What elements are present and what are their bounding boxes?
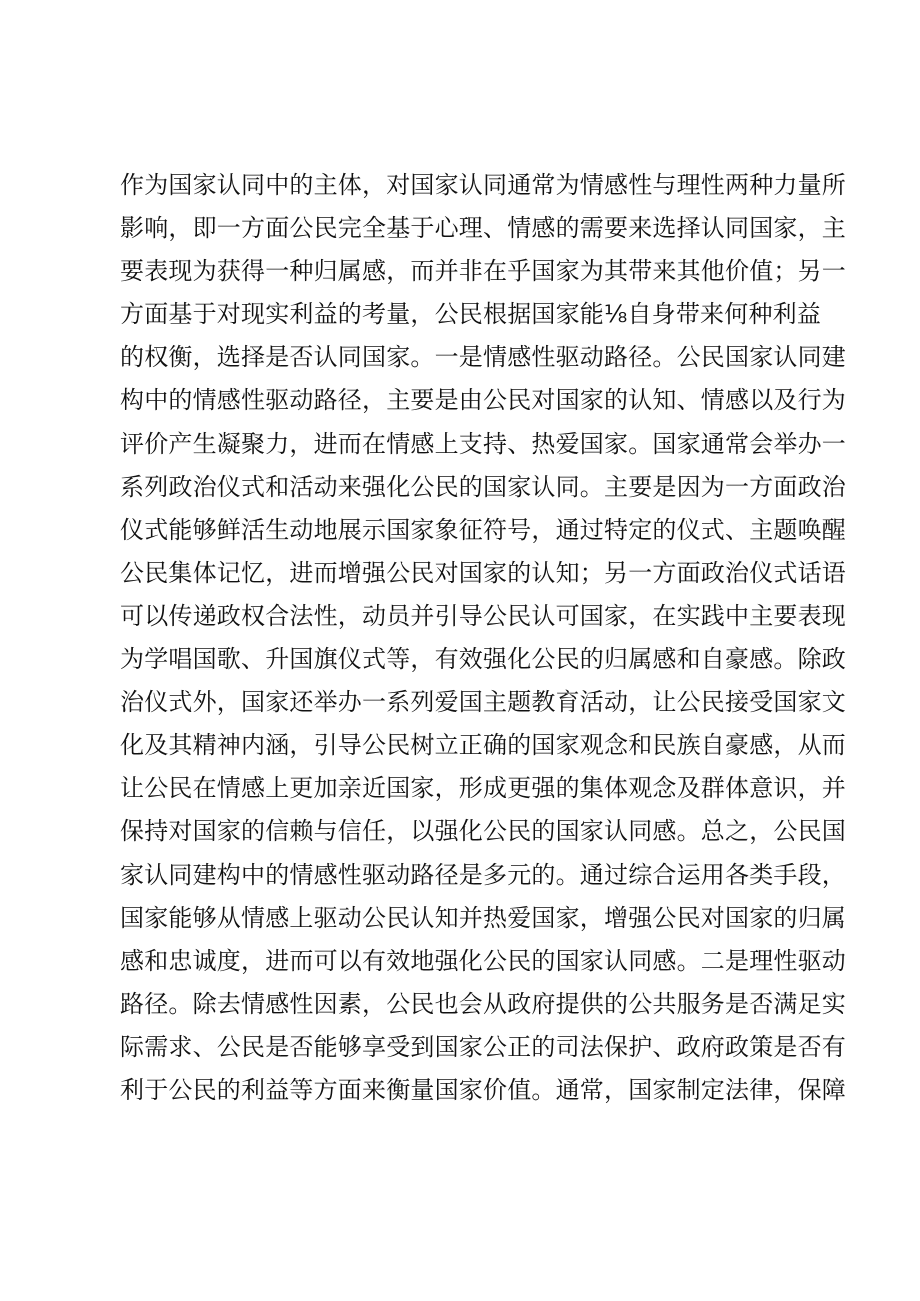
text-line: 为学唱国歌、升国旗仪式等，有效强化公民的归属感和自豪感。除政 (120, 645, 846, 674)
text-line: 方面基于对现实利益的考量，公民根据国家能⅛自身带来何种利益 (120, 300, 822, 329)
text-line: 系列政治仪式和活动来强化公民的国家认同。主要是因为一方面政治 (120, 472, 846, 501)
text-line: 际需求、公民是否能够享受到国家公正的司法保护、政府政策是否有 (120, 1032, 846, 1061)
text-line: 治仪式外，国家还举办一系列爱国主题教育活动，让公民接受国家文 (120, 688, 846, 717)
text-line: 保持对国家的信赖与信任，以强化公民的国家认同感。总之，公民国 (120, 817, 846, 846)
text-line: 评价产生凝聚力，进而在情感上支持、热爱国家。国家通常会举办一 (120, 429, 846, 458)
text-line: 影响，即一方面公民完全基于心理、情感的需要来选择认同国家，主 (120, 214, 846, 243)
text-line: 路径。除去情感性因素，公民也会从政府提供的公共服务是否满足实 (120, 989, 846, 1018)
text-line: 的权衡，选择是否认同国家。一是情感性驱动路径。公民国家认同建 (120, 343, 846, 372)
text-line: 利于公民的利益等方面来衡量国家价值。通常，国家制定法律，保障 (120, 1075, 846, 1104)
text-line: 国家能够从情感上驱动公民认知并热爱国家，增强公民对国家的归属 (120, 903, 846, 932)
text-line: 可以传递政权合法性，动员并引导公民认可国家，在实践中主要表现 (120, 601, 846, 630)
text-line: 仪式能够鲜活生动地展示国家象征符号，通过特定的仪式、主题唤醒 (120, 515, 846, 544)
text-line: 家认同建构中的情感性驱动路径是多元的。通过综合运用各类手段， (120, 860, 846, 889)
body-paragraph (120, 164, 846, 1112)
text-line: 构中的情感性驱动路径，主要是由公民对国家的认知、情感以及行为 (120, 386, 846, 415)
text-line: 公民集体记忆，进而增强公民对国家的认知；另一方面政治仪式话语 (120, 558, 846, 587)
text-line: 要表现为获得一种归属感，而并非在乎国家为其带来其他价值；另一 (120, 257, 846, 286)
text-line: 化及其精神内涵，引导公民树立正确的国家观念和民族自豪感，从而 (120, 731, 846, 760)
text-line: 让公民在情感上更加亲近国家，形成更强的集体观念及群体意识，并 (120, 774, 846, 803)
text-line: 感和忠诚度，进而可以有效地强化公民的国家认同感。二是理性驱动 (120, 946, 846, 975)
text-line: 作为国家认同中的主体，对国家认同通常为情感性与理性两种力量所 (120, 171, 846, 199)
